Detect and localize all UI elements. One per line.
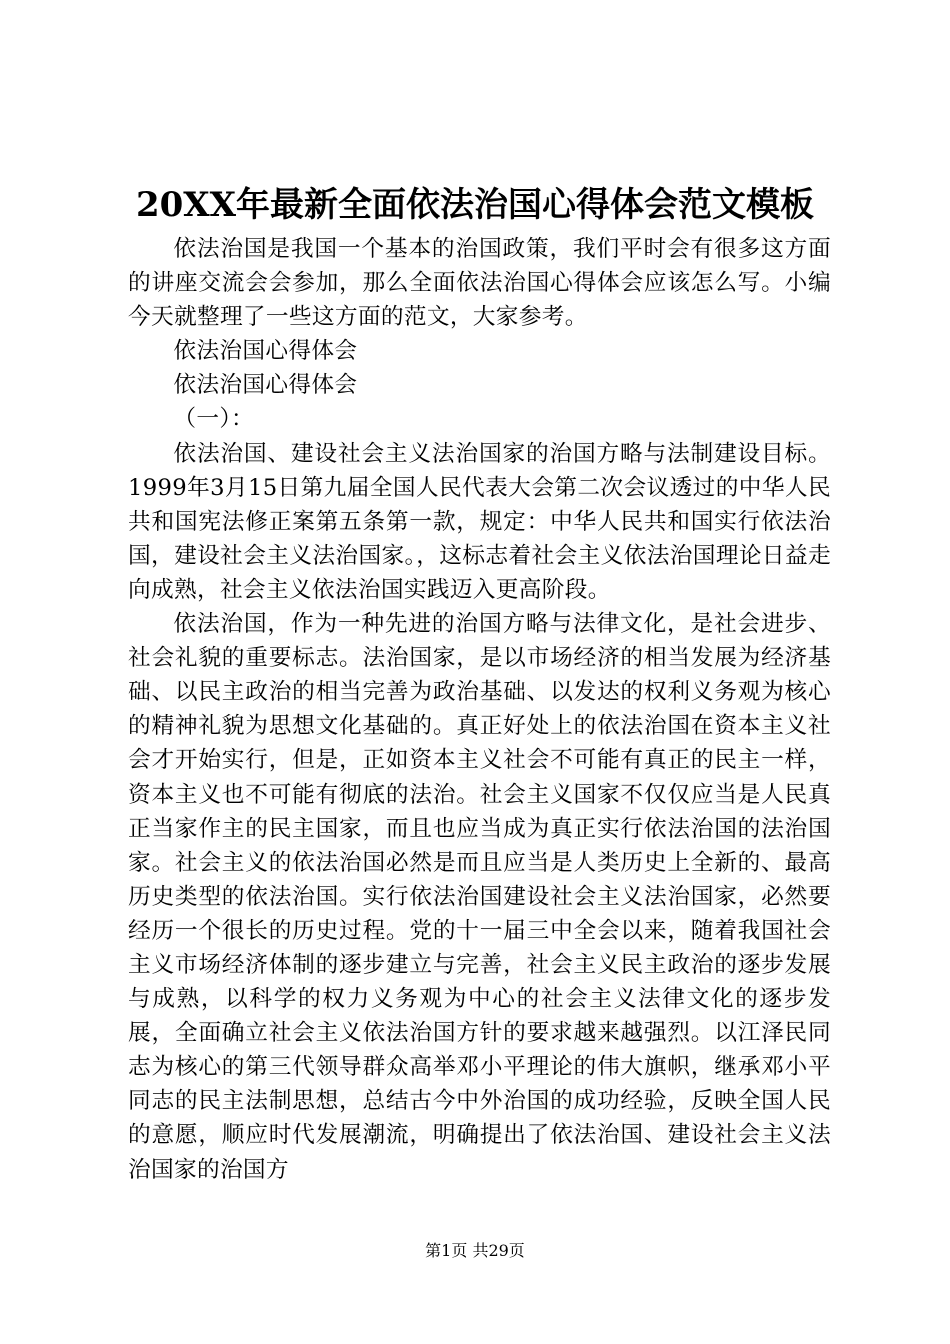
subheading-1: 依法治国心得体会 [173,338,358,365]
body-paragraph-2: 依法治国，作为一种先进的治国方略与法律文化，是社会进步、社会礼貌的重要标志。法治国家，是以市场经济的相当发展为经济基础、以民主政治的相当完善为政治基础、以发达的权利义务观为核心的精神礼貌为思想文化基础的。真正好处上的依法治国在资本主义社会才开始实行，但是，正如资本主义社会不可能有真正的民主一样，资本主义也不可能有彻底的法治。社会主义国家不仅仅应当是人民真正当家作主的民主国家，而且也应当成为真正实行依法治国的法治国家。社会主义的依法治国必然是而且应当是人类历史上全新的、最高历史类型的依法治国。实行依法治国建设社会主义法治国家，必然要经历一个很长的历史过程。党的十一届三中全会以来，随着我国社会主义市场经济体制的逐步建立与完善，社会主义民主政治的逐步发展与成熟，以科学的权力义务观为中心的社会主义法律文化的逐步发展，全面确立社会主义依法治国方针的要求越来越强烈。以江泽民同志为核心的第三代领导群众高举邓小平理论的伟大旗帜，继承邓小平同志的民主法制思想，总结古今中外治国的成功经验，反映全国人民的意愿，顺应时代发展潮流，明确提出了依法治国、建设社会主义法治国家的治国方 [128,611,831,1183]
page-number-footer: 第1页 共29页 [425,1241,525,1260]
document-title: 20XX年最新全面依法治国心得体会范文模板 [135,185,815,225]
document-body [128,232,831,1187]
subheading-2: 依法治国心得体会 [173,372,358,399]
intro-paragraph: 依法治国是我国一个基本的治国政策，我们平时会有很多这方面的讲座交流会会参加，那么全面依法治国心得体会应该怎么写。小编今天就整理了一些这方面的范文，大家参考。 [128,236,831,331]
body-paragraph-1: 依法治国、建设社会主义法治国家的治国方略与法制建设目标。1999年3月15日第九届全国人民代表大会第二次会议透过的中华人民共和国宪法修正案第五条第一款，规定：中华人民共和国实行依法治国，建设社会主义法治国家。，这标志着社会主义依法治国理论日益走向成熟，社会主义依法治国实践迈入更高阶段。 [128,440,831,603]
section-marker: （一）： [173,406,254,433]
